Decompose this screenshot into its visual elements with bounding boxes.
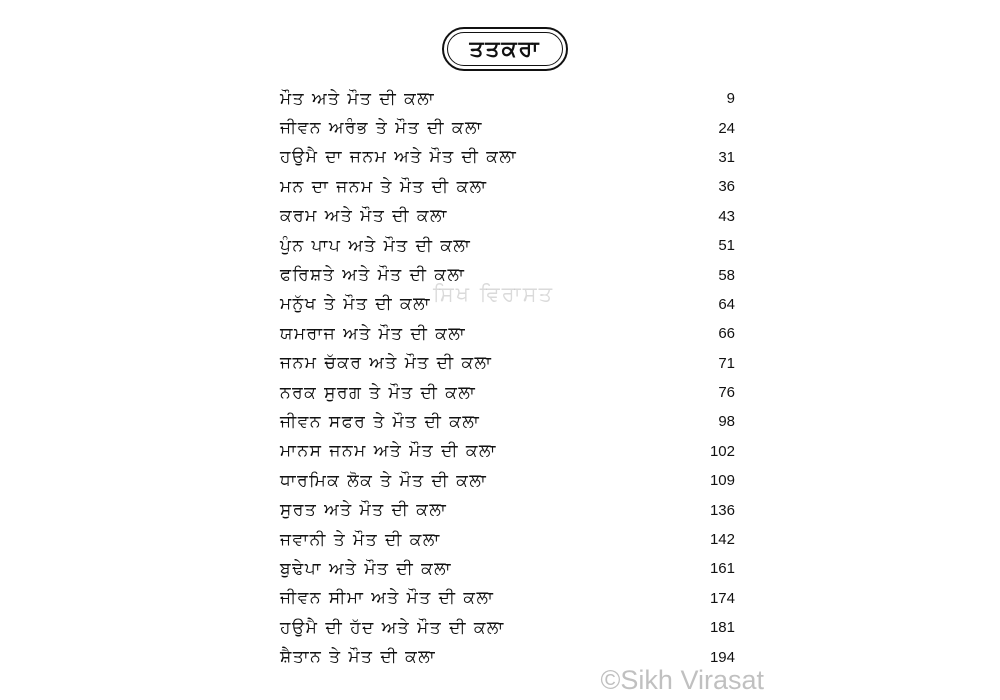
- toc-entry-page-number: 161: [709, 560, 735, 578]
- toc-entry: [280, 349, 735, 378]
- toc-entry: [280, 495, 735, 524]
- toc-entry-title: ਜੀਵਨ ਸਫਰ ਤੇ ਮੌਤ ਦੀ ਕਲਾ: [280, 411, 481, 432]
- heading-frame: [442, 27, 568, 71]
- toc-entry-page-number: 24: [718, 119, 735, 137]
- toc-entry-page-number: 31: [718, 148, 735, 166]
- toc-entry: [280, 319, 735, 348]
- toc-entry-title: ਸ਼ੈਤਾਨ ਤੇ ਮੌਤ ਦੀ ਕਲਾ: [280, 647, 437, 668]
- toc-entry: [280, 437, 735, 466]
- watermark-copyright: ©Sikh Virasat: [600, 665, 764, 695]
- toc-entry: [280, 642, 735, 671]
- toc-entry-page-number: 64: [718, 295, 735, 313]
- toc-entry: [280, 143, 735, 172]
- toc-entry-title: ਹਉਮੈ ਦੀ ਹੱਦ ਅਤੇ ਮੌਤ ਦੀ ਕਲਾ: [280, 617, 505, 638]
- toc-entry: [280, 260, 735, 289]
- toc-entry-title: ਜੀਵਨ ਅਰੰਭ ਤੇ ਮੌਤ ਦੀ ਕਲਾ: [280, 118, 483, 139]
- toc-entry: [280, 466, 735, 495]
- toc-entry-title: ਜੀਵਨ ਸੀਮਾ ਅਤੇ ਮੌਤ ਦੀ ਕਲਾ: [280, 588, 495, 609]
- toc-entry-title: ਫਰਿਸ਼ਤੇ ਅਤੇ ਮੌਤ ਦੀ ਕਲਾ: [280, 265, 466, 286]
- toc-entry-page-number: 58: [718, 266, 735, 284]
- toc-entry-page-number: 66: [718, 325, 735, 343]
- toc-entry-page-number: 51: [718, 237, 735, 255]
- toc-entry: [280, 290, 735, 319]
- toc-entry: [280, 202, 735, 231]
- toc-entry-title: ਕਰਮ ਅਤੇ ਮੌਤ ਦੀ ਕਲਾ: [280, 206, 448, 227]
- toc-entry: [280, 172, 735, 201]
- toc-entry-page-number: 136: [709, 501, 735, 519]
- toc-entry: [280, 84, 735, 113]
- toc-entry: [280, 613, 735, 642]
- toc-entry-title: ਧਾਰਮਿਕ ਲੋਕ ਤੇ ਮੌਤ ਦੀ ਕਲਾ: [280, 470, 488, 491]
- toc-entry: [280, 113, 735, 142]
- toc-entry-title: ਜਨਮ ਚੱਕਰ ਅਤੇ ਮੌਤ ਦੀ ਕਲਾ: [280, 353, 493, 374]
- toc-entry-page-number: 9: [726, 90, 735, 108]
- toc-entry: [280, 231, 735, 260]
- toc-entry-page-number: 76: [718, 384, 735, 402]
- toc-entry-page-number: 102: [709, 442, 735, 460]
- toc-entry: [280, 407, 735, 436]
- page-heading: ਤਤਕਰਾ: [469, 36, 541, 62]
- toc-entry-title: ਬੁਢੇਪਾ ਅਤੇ ਮੌਤ ਦੀ ਕਲਾ: [280, 558, 453, 579]
- toc-entry: [280, 584, 735, 613]
- toc-entry-page-number: 43: [718, 207, 735, 225]
- toc-entry-page-number: 98: [718, 413, 735, 431]
- toc-entry-page-number: 174: [709, 589, 735, 607]
- toc-entry-title: ਹਉਮੈ ਦਾ ਜਨਮ ਅਤੇ ਮੌਤ ਦੀ ਕਲਾ: [280, 147, 518, 168]
- toc-entry-title: ਸੁਰਤ ਅਤੇ ਮੌਤ ਦੀ ਕਲਾ: [280, 500, 448, 521]
- toc-entry-page-number: 109: [709, 472, 735, 490]
- toc-entry-title: ਮਾਨਸ ਜਨਮ ਅਤੇ ਮੌਤ ਦੀ ਕਲਾ: [280, 441, 497, 462]
- toc-entry: [280, 378, 735, 407]
- toc-entry: [280, 554, 735, 583]
- toc-entry-title: ਜਵਾਨੀ ਤੇ ਮੌਤ ਦੀ ਕਲਾ: [280, 529, 441, 550]
- toc-entry-title: ਮਨੁੱਖ ਤੇ ਮੌਤ ਦੀ ਕਲਾ: [280, 294, 431, 315]
- toc-entry-page-number: 181: [709, 619, 735, 637]
- toc-entry-page-number: 71: [718, 354, 735, 372]
- toc-entry-title: ਮਨ ਦਾ ਜਨਮ ਤੇ ਮੌਤ ਦੀ ਕਲਾ: [280, 176, 488, 197]
- toc-entry: [280, 525, 735, 554]
- toc-entry-page-number: 36: [718, 178, 735, 196]
- table-of-contents: [280, 84, 735, 672]
- toc-entry-title: ਯਮਰਾਜ ਅਤੇ ਮੌਤ ਦੀ ਕਲਾ: [280, 323, 467, 344]
- watermark-center: ਸਿਖ ਵਿਰਾਸਤ: [433, 282, 555, 306]
- toc-entry-title: ਪੁੰਨ ਪਾਪ ਅਤੇ ਮੌਤ ਦੀ ਕਲਾ: [280, 235, 472, 256]
- toc-entry-page-number: 142: [709, 531, 735, 549]
- toc-entry-page-number: 194: [709, 648, 735, 666]
- toc-entry-title: ਮੌਤ ਅਤੇ ਮੌਤ ਦੀ ਕਲਾ: [280, 88, 436, 109]
- toc-entry-title: ਨਰਕ ਸੁਰਗ ਤੇ ਮੌਤ ਦੀ ਕਲਾ: [280, 382, 477, 403]
